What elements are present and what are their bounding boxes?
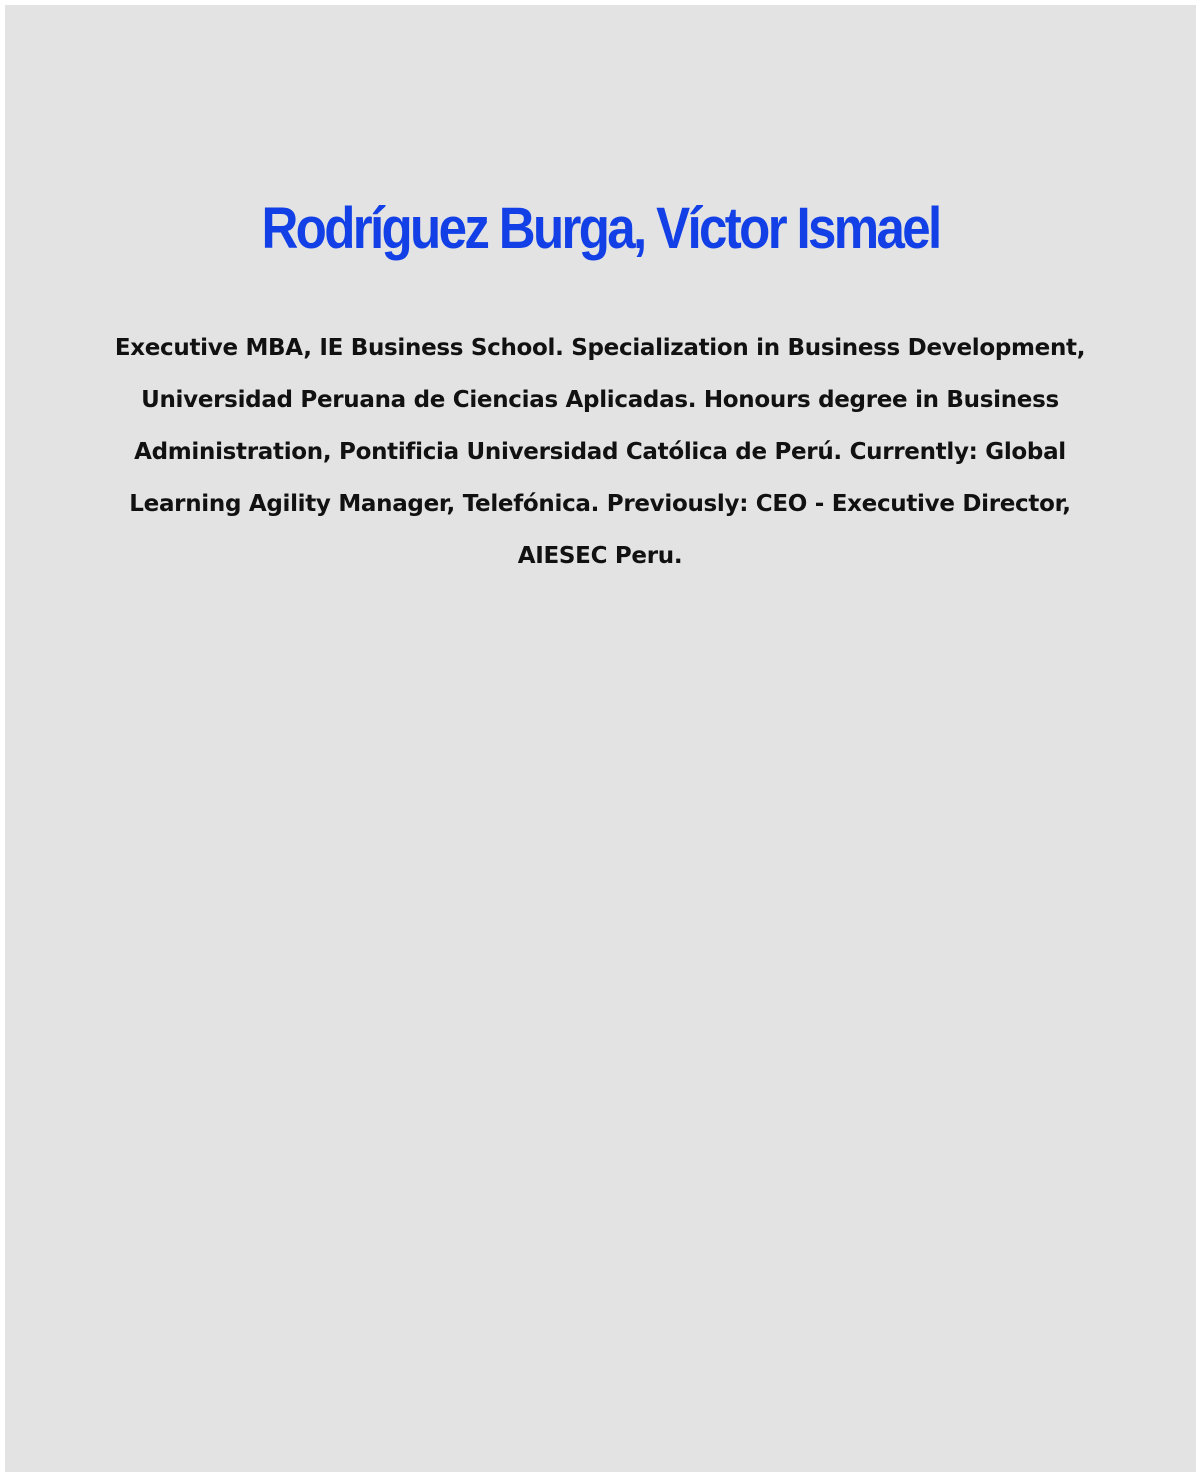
- profile-bio: Executive MBA, IE Business School. Specialization in Business Development, Universidad Peruana de Ciencias Aplicadas. Honours degree in Business Administration, Pontificia Universidad Católica de Perú. Currently: Global Learning Agility Manager, Telefónica. Previously: CEO - Executive Director, AIESEC Peru.: [114, 335, 1086, 569]
- profile-name: Rodríguez Burga, Víctor Ismael: [261, 196, 940, 261]
- profile-card: [5, 5, 1196, 1472]
